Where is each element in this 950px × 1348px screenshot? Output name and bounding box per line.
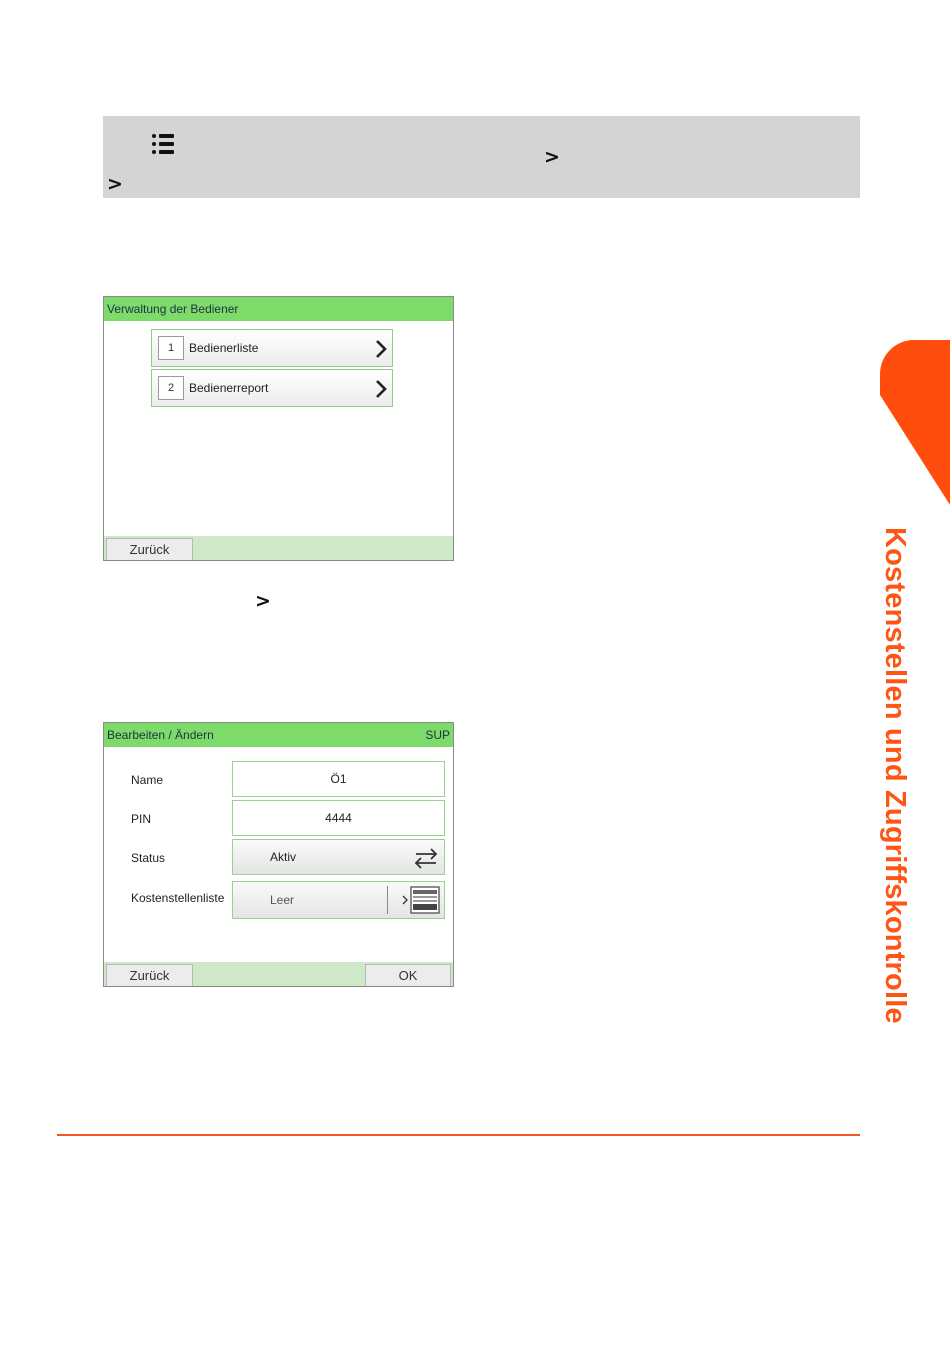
- ok-button[interactable]: OK: [365, 964, 451, 986]
- pin-field[interactable]: 4444: [232, 800, 445, 836]
- item-number: 2: [158, 376, 184, 400]
- user-level-badge: SUP: [425, 728, 450, 742]
- item-label: Bedienerliste: [189, 341, 259, 355]
- back-button[interactable]: Zurück: [106, 538, 193, 560]
- list-select-icon: [394, 885, 442, 915]
- cost-center-list-value: Leer: [270, 893, 295, 907]
- softkey-bar: [104, 962, 453, 986]
- menu-item-operator-list[interactable]: [151, 329, 393, 367]
- item-label: Bedienerreport: [189, 381, 269, 395]
- swap-arrows-icon: [413, 847, 439, 869]
- item-number: 1: [158, 336, 184, 360]
- status-label: Status: [131, 851, 166, 865]
- name-label: Name: [131, 773, 164, 787]
- navigation-path-box: [103, 116, 860, 198]
- cost-center-list-field[interactable]: [232, 881, 445, 919]
- screen-operator-management: [103, 296, 454, 561]
- cost-center-list-label: Kostenstellenliste: [131, 891, 225, 905]
- list-icon: [152, 134, 174, 154]
- status-value: Aktiv: [270, 850, 297, 864]
- chevron-right-icon: [374, 379, 388, 399]
- footer-rule: [57, 1134, 860, 1136]
- softkey-bar: [104, 536, 453, 560]
- chapter-tab-marker: [880, 340, 950, 505]
- screen-edit-operator: [103, 722, 454, 987]
- chevron-right-icon: [374, 339, 388, 359]
- name-field[interactable]: Ö1: [232, 761, 445, 797]
- inline-chevron: >: [255, 590, 271, 612]
- path-chevron: >: [544, 146, 560, 168]
- screen-title: Verwaltung der Bediener: [104, 297, 453, 321]
- pin-label: PIN: [131, 812, 152, 826]
- field-divider: [387, 886, 388, 914]
- path-chevron: >: [107, 173, 123, 195]
- back-button[interactable]: Zurück: [106, 964, 193, 986]
- status-toggle[interactable]: [232, 839, 445, 875]
- screen-title: [104, 723, 453, 747]
- screen-title-text: Bearbeiten / Ändern: [107, 728, 214, 742]
- menu-item-operator-report[interactable]: [151, 369, 393, 407]
- chapter-title-vertical: Kostenstellen und Zugriffskontrolle: [879, 527, 911, 1024]
